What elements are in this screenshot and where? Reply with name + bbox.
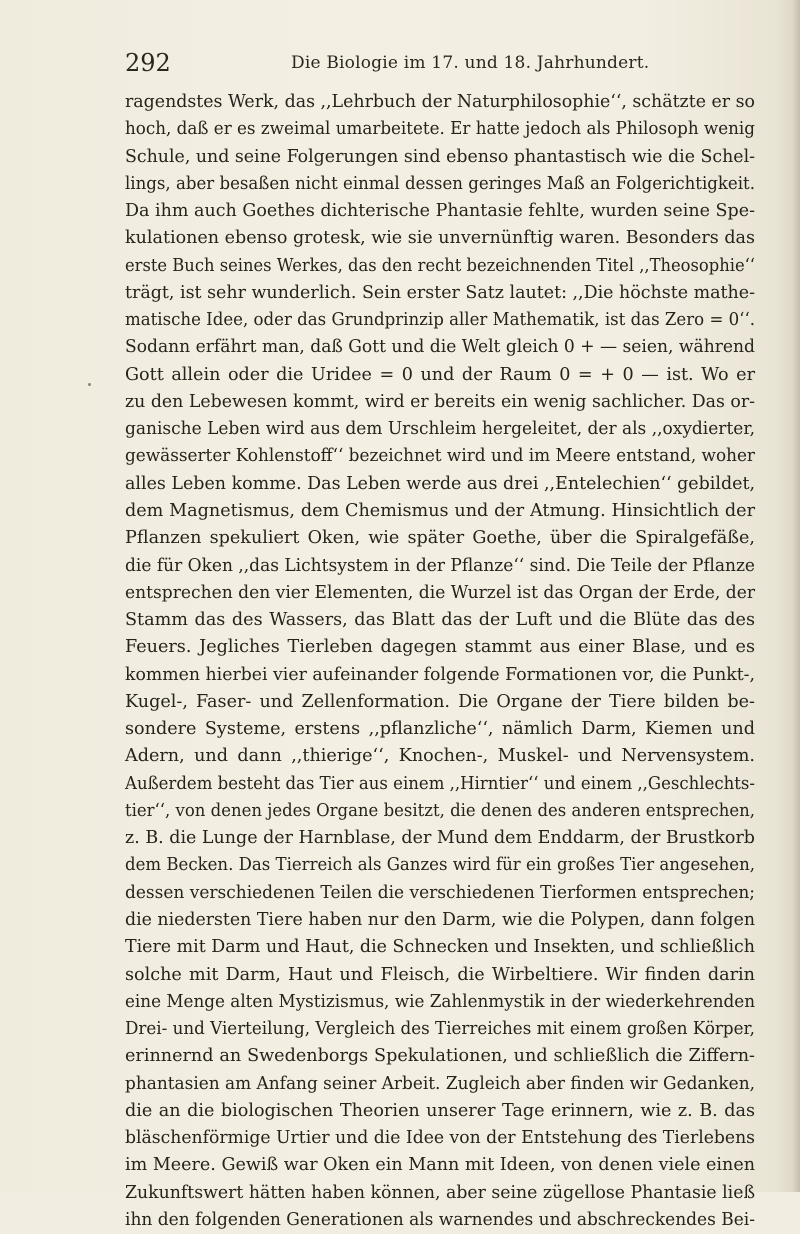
page-header	[125, 46, 755, 80]
text-line: erste Buch seines Werkes, das den recht bezeichnenden Titel ,,Theosophie‘‘	[125, 255, 755, 276]
text-line: Außerdem besteht das Tier aus einem ,,Hirntier‘‘ und einem ,,Geschlechts-	[125, 773, 755, 794]
text-line: Sodann erfährt man, daß Gott und die Welt gleich 0 + — seien, während	[125, 337, 755, 358]
text-line: phantasien am Anfang seiner Arbeit. Zugleich aber finden wir Gedanken,	[125, 1073, 755, 1094]
text-line: gewässerter Kohlenstoff‘‘ bezeichnet wird und im Meere entstand, woher	[125, 446, 755, 467]
text-line: lings, aber besaßen nicht einmal dessen geringes Maß an Folgerichtigkeit.	[125, 173, 755, 194]
text-line: kulationen ebenso grotesk, wie sie unvernünftig waren. Besonders das	[125, 228, 755, 249]
text-line: Schule, und seine Folgerungen sind ebenso phantastisch wie die Schel-	[125, 146, 755, 167]
text-line: Tiere mit Darm und Haut, die Schnecken und Insekten, und schließlich	[125, 937, 755, 958]
running-title: Die Biologie im 17. und 18. Jahrhundert.	[291, 53, 650, 73]
text-line: Kugel-, Faser- und Zellenformation. Die Organe der Tiere bilden be-	[125, 691, 755, 712]
text-line: die niedersten Tiere haben nur den Darm, wie die Polypen, dann folgen	[125, 909, 755, 930]
body-text	[125, 89, 755, 1234]
text-line: dem Becken. Das Tierreich als Ganzes wird für ein großes Tier angesehen,	[125, 855, 755, 876]
text-line: Zukunftswert hätten haben können, aber seine zügellose Phantasie ließ	[125, 1182, 755, 1203]
text-line: eine Menge alten Mystizismus, wie Zahlenmystik in der wiederkehrenden	[125, 991, 755, 1012]
text-line: ganische Leben wird aus dem Urschleim hergeleitet, der als ,,oxydierter,	[125, 419, 755, 440]
text-line: Feuers. Jegliches Tierleben dagegen stammt aus einer Blase, und es	[125, 637, 755, 658]
text-line: ihn den folgenden Generationen als warnendes und abschreckendes Bei-	[125, 1209, 755, 1230]
text-line: tier‘‘, von denen jedes Organe besitzt, die denen des anderen entsprechen,	[125, 800, 755, 821]
text-line: matische Idee, oder das Grundprinzip aller Mathematik, ist das Zero = 0‘‘.	[125, 310, 755, 331]
text-line: dem Magnetismus, dem Chemismus und der Atmung. Hinsichtlich der	[125, 500, 755, 521]
text-line: Stamm das des Wassers, das Blatt das der Luft und die Blüte das des	[125, 610, 755, 631]
text-line: sondere Systeme, erstens ,,pflanzliche‘‘, nämlich Darm, Kiemen und	[125, 719, 755, 740]
text-line: alles Leben komme. Das Leben werde aus drei ,,Entelechien‘‘ gebildet,	[125, 473, 755, 494]
text-line: ragendstes Werk, das ,,Lehrbuch der Naturphilosophie‘‘, schätzte er so	[125, 92, 755, 112]
text-line: z. B. die Lunge der Harnblase, der Mund dem Enddarm, der Brustkorb	[125, 828, 755, 849]
page-edge-shadow	[792, 0, 800, 1192]
text-line: bläschenförmige Urtier und die Idee von der Entstehung des Tierlebens	[125, 1128, 755, 1149]
paper-speck	[88, 383, 91, 386]
page-number: 292	[125, 49, 171, 77]
text-line: im Meere. Gewiß war Oken ein Mann mit Ideen, von denen viele einen	[125, 1155, 755, 1176]
text-line: kommen hierbei vier aufeinander folgende Formationen vor, die Punkt-,	[125, 664, 755, 685]
text-line: erinnernd an Swedenborgs Spekulationen, und schließlich die Ziffern-	[125, 1046, 755, 1067]
text-line: Da ihm auch Goethes dichterische Phantasie fehlte, wurden seine Spe-	[125, 201, 755, 222]
text-line: entsprechen den vier Elementen, die Wurzel ist das Organ der Erde, der	[125, 582, 755, 603]
text-line: Adern, und dann ,,thierige‘‘, Knochen-, Muskel- und Nervensystem.	[125, 746, 755, 767]
text-line: die für Oken ,,das Lichtsystem in der Pflanze‘‘ sind. Die Teile der Pflanze	[125, 555, 755, 576]
text-line: trägt, ist sehr wunderlich. Sein erster Satz lautet: ,,Die höchste mathe-	[125, 282, 755, 303]
text-line: hoch, daß er es zweimal umarbeitete. Er hatte jedoch als Philosoph wenig	[125, 119, 755, 140]
text-line: dessen verschiedenen Teilen die verschiedenen Tierformen entsprechen;	[125, 882, 755, 903]
text-line: die an die biologischen Theorien unserer Tage erinnern, wie z. B. das	[125, 1100, 755, 1121]
text-line: Pflanzen spekuliert Oken, wie später Goethe, über die Spiralgefäße,	[125, 528, 755, 549]
text-line: Drei- und Vierteilung, Vergleich des Tierreiches mit einem großen Körper,	[125, 1019, 755, 1040]
text-line: zu den Lebewesen kommt, wird er bereits ein wenig sachlicher. Das or-	[125, 391, 755, 412]
text-line: solche mit Darm, Haut und Fleisch, die Wirbeltiere. Wir finden darin	[125, 964, 755, 985]
text-line: Gott allein oder die Uridee = 0 und der Raum 0 = + 0 — ist. Wo er	[125, 364, 755, 385]
